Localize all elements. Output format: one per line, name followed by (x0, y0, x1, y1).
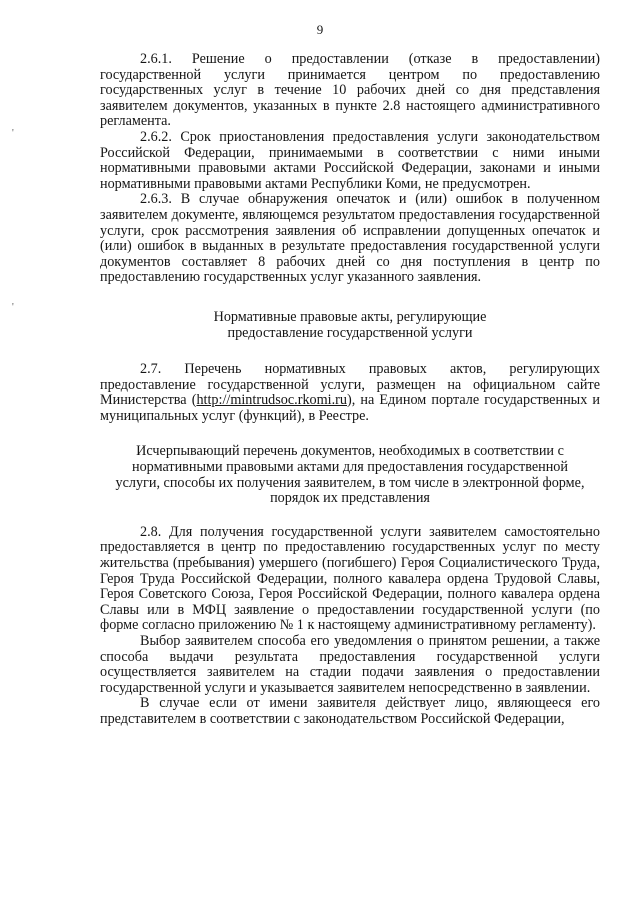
section-heading-legal-acts (100, 310, 600, 341)
paragraph-representative: В случае если от имени заявителя действует лицо, являющееся его представителем в соответствии с законодательством Российской Федерации, (100, 695, 600, 727)
heading-line: нормативными правовыми актами для предоставления государственной (132, 459, 568, 476)
ministry-website-link[interactable]: http://mintrudsoc.rkomi.ru (196, 392, 347, 409)
paragraph-2-6-2: 2.6.2. Срок приостановления предоставления услуги законодательством Российской Федерации, принимаемыми в соответствии с ними иными нормативными правовыми актами Российской Федерации, законами и иными нормативными правовыми актами Республики Коми, не предусмотрен. (100, 128, 600, 192)
margin-mark: ' (12, 128, 14, 139)
heading-line: услуги, способы их получения заявителем, в том числе в электронной форме, (115, 474, 585, 491)
paragraph-2-7 (100, 362, 600, 424)
heading-line: Исчерпывающий перечень документов, необходимых в соответствии с (136, 443, 564, 460)
paragraph-2-6-3: 2.6.3. В случае обнаружения опечаток и (или) ошибок в полученном заявителем документе, являющемся результатом предоставления государственной услуги, срок рассмотрения заявления об исправлении допущенных опечаток и (или) ошибок в выданных в результате предоставления государственной услуги документов составляет 8 рабочих дней со дня поступления в центр по предоставлению государственных услуг указанного заявления. (100, 191, 600, 286)
page-number: 9 (316, 22, 324, 37)
document-body (100, 52, 600, 728)
paragraph-2-7-text-end: ), на Едином портале государственных и муниципальных услуг (функций), в Реестре. (100, 392, 600, 424)
heading-line: предоставление государственной услуги (227, 324, 473, 341)
paragraph-2-7-text: 2.7. Перечень нормативных правовых актов, регулирующих предоставление государственной услуги, размещен на официальном сайте Министерства ( (100, 361, 600, 409)
margin-mark: ' (12, 302, 14, 313)
heading-line: Нормативные правовые акты, регулирующие (213, 308, 487, 325)
paragraph-notification-choice: Выбор заявителем способа его уведомления о принятом решении, а также способа выдачи результата предоставления государственной услуги осуществляется заявителем на стадии подачи заявления о предоставлении государственной услуги и указывается заявителем непосредственно в заявлении. (100, 633, 600, 696)
heading-line: порядок их представления (270, 490, 430, 507)
section-heading-documents-list (100, 444, 600, 506)
paragraph-2-6-1: 2.6.1. Решение о предоставлении (отказе в предоставлении) государственной услуги принимается центром по предоставлению государственных услуг в течение 10 рабочих дней со дня представления заявителем документов, указанных в пункте 2.8 настоящего административного регламента. (100, 51, 600, 130)
paragraph-2-8: 2.8. Для получения государственной услуги заявителем самостоятельно предоставляется в центр по предоставлению государственных услуг по месту жительства (пребывания) умершего (погибшего) Героя Социалистического Труда, Героя Труда Российской Федерации, полного кавалера ордена Трудовой Славы, Героя Советского Союза, Героя Российской Федерации, полного кавалера ордена Славы или в МФЦ заявление о предоставлении государственной услуги (по форме согласно приложению № 1 к настоящему административному регламенту). (100, 523, 600, 634)
